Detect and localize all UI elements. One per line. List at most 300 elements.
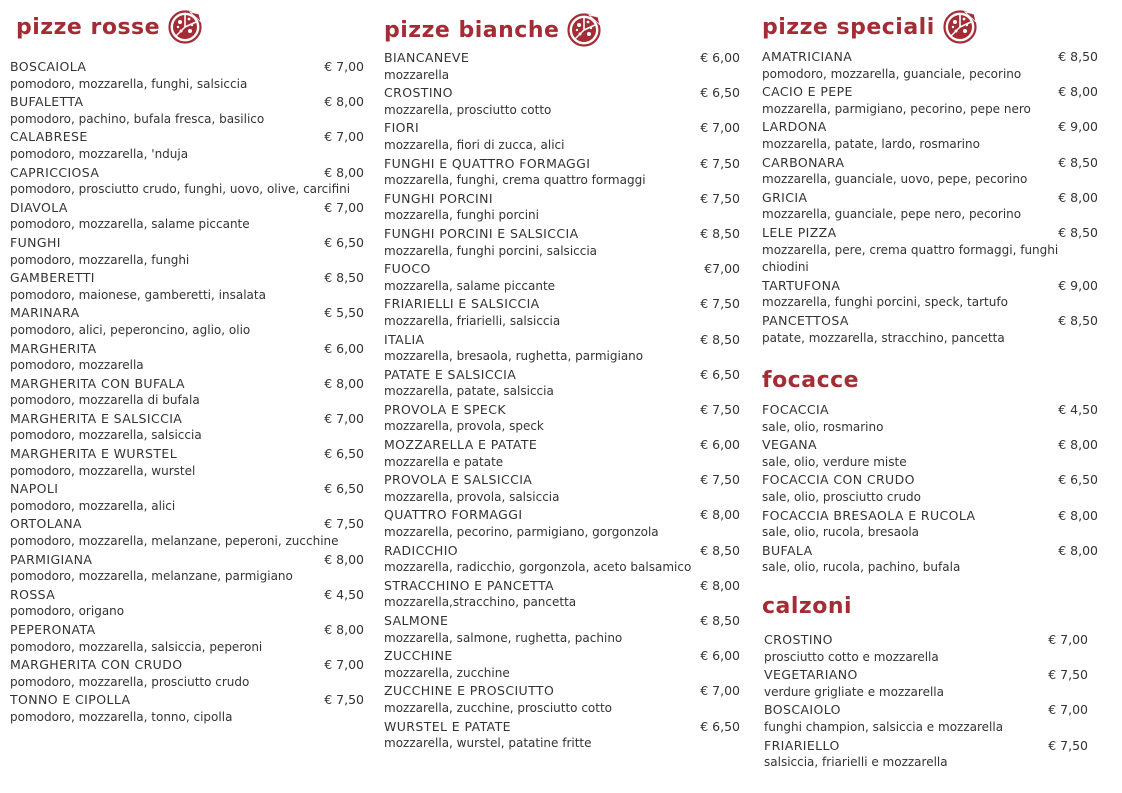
menu-item-row: [10, 515, 364, 533]
item-name: NAPOLI: [10, 481, 59, 497]
menu-item: [764, 666, 1088, 701]
item-description: pomodoro, mozzarella, salsiccia: [10, 428, 202, 443]
item-description: mozzarella, guanciale, pepe nero, pecorino: [762, 207, 1022, 222]
menu-item: [762, 48, 1098, 83]
item-price: € 8,50: [700, 613, 740, 628]
item-description: mozzarella, guanciale, uovo, pepe, pecorino: [762, 172, 1028, 187]
item-name: PROVOLA E SPECK: [384, 401, 506, 417]
item-name: CROSTINO: [384, 85, 453, 101]
item-price: € 8,50: [1058, 224, 1098, 240]
item-description: pomodoro, mozzarella, tonno, cipolla: [10, 709, 233, 724]
item-description: pomodoro, pachino, bufala fresca, basilico: [10, 111, 265, 126]
item-description: mozzarella, patate, lardo, rosmarino: [762, 136, 980, 151]
item-description: pomodoro, mozzarella, wurstel: [10, 463, 196, 478]
item-name: FOCACCIA BRESAOLA E RUCOLA: [762, 507, 976, 523]
menu-list-pizze-bianche: [384, 49, 740, 753]
item-price: € 7,50: [700, 155, 740, 171]
menu-item: [384, 718, 740, 753]
item-name: MARGHERITA CON CRUDO: [10, 657, 183, 673]
menu-list-calzoni: [764, 631, 1088, 772]
item-name: ITALIA: [384, 331, 425, 347]
menu-item: [384, 190, 740, 225]
item-price: € 7,00: [324, 59, 364, 74]
item-description: pomodoro, mozzarella, alici: [10, 498, 176, 513]
menu-item-row: [764, 737, 1088, 755]
menu-item-row: [10, 480, 364, 498]
item-description: funghi champion, salsiccia e mozzarella: [764, 720, 1004, 734]
item-description: verdure grigliate e mozzarella: [764, 684, 944, 699]
item-description: pomodoro, maionese, gamberetti, insalata: [10, 287, 266, 302]
item-description: mozzarella, fiori di zucca, alici: [384, 137, 565, 152]
menu-item-row: [384, 471, 740, 489]
menu-item-row: [762, 542, 1098, 560]
item-name: FRIARIELLI E SALSICCIA: [384, 296, 540, 312]
item-description: mozzarella, funghi, crema quattro formaggi: [384, 173, 646, 188]
item-name: FOCACCIA: [762, 402, 829, 418]
item-price: € 8,00: [324, 164, 364, 180]
menu-item-row: [384, 542, 740, 560]
item-price: € 8,00: [324, 551, 364, 567]
item-name: BUFALA: [762, 542, 813, 558]
item-price: € 7,00: [324, 410, 364, 426]
item-description: mozzarella, parmigiano, pecorino, pepe nero: [762, 101, 1031, 116]
item-price: € 8,50: [700, 331, 740, 347]
item-name: ZUCCHINE: [384, 648, 453, 664]
item-name: MARGHERITA E SALSICCIA: [10, 410, 183, 426]
item-price: € 9,00: [1058, 277, 1098, 293]
item-price: € 7,00: [700, 120, 740, 136]
item-description: pomodoro, mozzarella, salsiccia, peperoni: [10, 639, 263, 654]
menu-item: [384, 401, 740, 436]
menu-item-row: [384, 506, 740, 524]
item-name: PANCETTOSA: [762, 312, 849, 328]
item-price: € 7,00: [700, 683, 740, 699]
item-name: FUNGHI: [10, 234, 61, 250]
item-name: STRACCHINO E PANCETTA: [384, 577, 554, 593]
menu-item: [10, 304, 364, 339]
menu-item: [10, 480, 364, 515]
menu-item-row: [762, 471, 1098, 489]
item-name: FRIARIELLO: [764, 737, 840, 753]
item-name: MARGHERITA E WURSTEL: [10, 446, 178, 462]
menu-item-row: [384, 49, 740, 67]
item-name: MARINARA: [10, 305, 80, 321]
menu-item: [10, 410, 364, 445]
item-price: € 7,50: [324, 516, 364, 532]
menu-item: [384, 331, 740, 366]
item-price: € 7,00: [324, 129, 364, 145]
item-description: mozzarella, friarielli, salsiccia: [384, 313, 561, 328]
item-description: mozzarella: [384, 67, 450, 82]
menu-list-pizze-rosse: [10, 58, 364, 727]
item-name: LELE PIZZA: [762, 224, 837, 240]
item-price: € 6,50: [700, 85, 740, 101]
section-header-pizze-bianche: [384, 13, 740, 47]
item-description: sale, olio, rucola, pachino, bufala: [762, 560, 961, 575]
item-name: SALMONE: [384, 613, 449, 628]
menu-item-row: [762, 401, 1098, 419]
item-name: BIANCANEVE: [384, 50, 470, 65]
item-description: pomodoro, mozzarella, 'nduja: [10, 146, 189, 161]
item-name: MOZZARELLA E PATATE: [384, 437, 538, 453]
menu-item-row: [762, 312, 1098, 330]
item-description: mozzarella, prosciutto cotto: [384, 102, 552, 117]
item-name: BOSCAIOLO: [764, 702, 841, 718]
item-name: BOSCAIOLA: [10, 59, 87, 74]
item-price: € 8,00: [324, 94, 364, 110]
item-price: € 6,50: [324, 234, 364, 250]
menu-item-row: [384, 718, 740, 736]
menu-item: [764, 737, 1088, 772]
item-name: GRICIA: [762, 189, 808, 205]
item-description: mozzarella, patate, salsiccia: [384, 384, 554, 399]
menu-item: [10, 445, 364, 480]
menu-item-row: [384, 295, 740, 313]
menu-item: [10, 269, 364, 304]
menu-item: [384, 260, 740, 295]
menu-item-row: [10, 199, 364, 217]
menu-item: [762, 542, 1098, 577]
menu-item-row: [762, 154, 1098, 172]
menu-item: [384, 542, 740, 577]
item-description: pomodoro, mozzarella, melanzane, peperoni, zucchine: [10, 534, 339, 549]
item-name: GAMBERETTI: [10, 270, 95, 286]
item-description: mozzarella, salame piccante: [384, 278, 556, 293]
item-price: € 7,00: [324, 657, 364, 673]
section-header-calzoni: [762, 589, 1098, 623]
section-header-pizze-rosse: [16, 10, 364, 44]
item-name: MARGHERITA: [10, 340, 97, 356]
section-title-pizze-speciali: pizze speciali: [762, 14, 935, 40]
item-description: pomodoro, mozzarella, funghi: [10, 252, 190, 267]
menu-item-row: [384, 647, 740, 665]
menu-item-row: [10, 340, 364, 358]
menu-item: [384, 366, 740, 401]
item-price: € 7,50: [700, 296, 740, 312]
item-name: LARDONA: [762, 119, 827, 135]
menu-item: [762, 83, 1098, 118]
item-name: CACIO E PEPE: [762, 84, 853, 100]
menu-item-row: [10, 93, 364, 111]
menu-item: [10, 586, 364, 621]
item-description: mozzarella, wurstel, patatine fritte: [384, 736, 592, 751]
menu-item: [10, 164, 364, 199]
item-name: VEGETARIANO: [764, 667, 858, 683]
menu-item-row: [10, 269, 364, 287]
menu-item: [10, 199, 364, 234]
menu-item-row: [384, 260, 740, 278]
menu-item-row: [384, 190, 740, 208]
menu-item: [762, 277, 1098, 312]
item-description: sale, olio, verdure miste: [762, 454, 907, 469]
item-price: € 8,50: [1058, 312, 1098, 328]
menu-item: [384, 612, 740, 647]
menu-item-row: [384, 436, 740, 454]
item-price: € 4,50: [324, 586, 364, 602]
menu-item-row: [384, 155, 740, 173]
item-description: mozzarella, pere, crema quattro formaggi, funghi chiodini: [762, 242, 1059, 275]
menu-item: [10, 375, 364, 410]
column-pizze-rosse: [10, 0, 364, 727]
menu-item-row: [762, 118, 1098, 136]
item-description: pomodoro, mozzarella, guanciale, pecorino: [762, 66, 1022, 81]
item-description: mozzarella, bresaola, rughetta, parmigiano: [384, 349, 644, 364]
item-name: CALABRESE: [10, 129, 88, 145]
pizza-icon: [168, 10, 202, 44]
menu-item-row: [10, 304, 364, 322]
menu-item-row: [762, 436, 1098, 454]
menu-item-row: [762, 277, 1098, 295]
menu-item-row: [10, 164, 364, 182]
item-price: € 6,50: [324, 481, 364, 497]
menu-item: [384, 471, 740, 506]
menu-item-row: [762, 224, 1098, 242]
item-description: mozzarella, provola, speck: [384, 419, 544, 434]
item-price: € 8,00: [700, 507, 740, 523]
item-description: pomodoro, mozzarella: [10, 358, 144, 373]
item-price: € 6,50: [700, 718, 740, 734]
menu-item-row: [384, 612, 740, 630]
item-name: PEPERONATA: [10, 622, 96, 637]
item-price: € 6,00: [700, 648, 740, 664]
item-description: pomodoro, mozzarella, funghi, salsiccia: [10, 76, 248, 91]
item-name: FUNGHI E QUATTRO FORMAGGI: [384, 155, 591, 171]
menu-item: [384, 49, 740, 84]
menu-item: [10, 58, 364, 93]
menu-item: [762, 507, 1098, 542]
item-price: € 6,00: [700, 437, 740, 453]
menu-item: [10, 621, 364, 656]
item-price: € 8,00: [700, 577, 740, 593]
item-description: pomodoro, alici, peperoncino, aglio, olio: [10, 322, 251, 337]
pizza-icon: [567, 13, 601, 47]
pizza-icon: [943, 10, 977, 44]
item-price: € 8,00: [324, 622, 364, 637]
item-price: € 8,00: [1058, 189, 1098, 205]
menu-item: [764, 631, 1088, 666]
item-name: FUOCO: [384, 261, 431, 277]
menu-item-row: [764, 631, 1088, 649]
menu-item-row: [384, 577, 740, 595]
menu-list-focacce: [762, 401, 1098, 577]
item-description: prosciutto cotto e mozzarella: [764, 649, 939, 664]
item-description: mozzarella, zucchine: [384, 665, 510, 680]
item-price: € 9,00: [1058, 119, 1098, 135]
item-price: € 8,00: [324, 375, 364, 391]
menu-item: [762, 154, 1098, 189]
item-name: FUNGHI PORCINI: [384, 190, 493, 206]
section-header-focacce: [762, 363, 1098, 397]
menu-item: [384, 577, 740, 612]
item-description: mozzarella,stracchino, pancetta: [384, 595, 577, 610]
section-title-focacce: focacce: [762, 367, 860, 393]
item-description: mozzarella, pecorino, parmigiano, gorgonzola: [384, 525, 659, 540]
item-price: € 8,00: [1058, 507, 1098, 523]
item-description: sale, olio, prosciutto crudo: [762, 490, 922, 505]
menu-item: [762, 312, 1098, 347]
menu-item-row: [762, 507, 1098, 525]
menu-item: [10, 515, 364, 550]
item-description: sale, olio, rosmarino: [762, 419, 884, 434]
item-name: ORTOLANA: [10, 516, 82, 532]
item-name: VEGANA: [762, 437, 817, 453]
item-name: RADICCHIO: [384, 542, 459, 558]
menu-item: [10, 551, 364, 586]
item-price: € 8,00: [1058, 542, 1098, 558]
item-name: TONNO E CIPOLLA: [10, 692, 131, 708]
menu-item: [10, 691, 364, 726]
menu-item: [384, 682, 740, 717]
menu-item-row: [764, 701, 1088, 719]
section-title-pizze-bianche: pizze bianche: [384, 17, 560, 43]
menu-item-row: [10, 621, 364, 639]
menu-item: [384, 436, 740, 471]
item-price: € 7,50: [324, 692, 364, 708]
item-price: € 4,50: [1058, 402, 1098, 418]
menu-item: [762, 471, 1098, 506]
item-description: mozzarella, funghi porcini, speck, tartufo: [762, 295, 1008, 310]
menu-item-row: [10, 375, 364, 393]
item-description: mozzarella, zucchine, prosciutto cotto: [384, 700, 613, 715]
menu-item: [762, 118, 1098, 153]
item-price: €7,00: [704, 261, 740, 277]
menu-item: [10, 128, 364, 163]
menu-item-row: [10, 586, 364, 604]
item-price: € 7,00: [324, 199, 364, 215]
menu-item-row: [764, 666, 1088, 684]
item-description: pomodoro, prosciutto crudo, funghi, uovo, olive, carcifini: [10, 182, 351, 197]
item-price: € 7,50: [700, 472, 740, 488]
item-name: PARMIGIANA: [10, 551, 93, 567]
item-price: € 6,00: [700, 50, 740, 65]
item-description: patate, mozzarella, stracchino, pancetta: [762, 330, 1005, 345]
item-name: FOCACCIA CON CRUDO: [762, 472, 915, 488]
menu-item-row: [762, 189, 1098, 207]
item-price: € 8,50: [1058, 49, 1098, 64]
item-price: € 7,00: [1048, 702, 1088, 718]
item-price: € 7,50: [700, 401, 740, 417]
item-description: pomodoro, origano: [10, 604, 125, 619]
menu-item: [762, 189, 1098, 224]
item-name: PROVOLA E SALSICCIA: [384, 472, 533, 488]
section-header-pizze-speciali: [762, 10, 1098, 44]
menu-item-row: [10, 410, 364, 428]
menu-item-row: [10, 128, 364, 146]
item-price: € 7,50: [700, 190, 740, 206]
menu-item-row: [384, 401, 740, 419]
menu-item-row: [384, 682, 740, 700]
item-price: € 8,00: [1058, 437, 1098, 453]
item-name: BUFALETTA: [10, 94, 84, 110]
menu-item-row: [762, 83, 1098, 101]
item-description: pomodoro, mozzarella di bufala: [10, 393, 200, 408]
item-price: € 6,50: [700, 366, 740, 382]
item-description: sale, olio, rucola, bresaola: [762, 525, 920, 540]
menu-item: [762, 224, 1098, 277]
menu-item: [384, 225, 740, 260]
menu-item-row: [384, 225, 740, 243]
menu-item: [384, 295, 740, 330]
item-name: PATATE E SALSICCIA: [384, 366, 517, 382]
menu-item: [762, 401, 1098, 436]
item-description: mozzarella, funghi porcini, salsiccia: [384, 243, 598, 258]
item-description: mozzarella, radicchio, gorgonzola, aceto balsamico: [384, 560, 692, 575]
item-name: MARGHERITA CON BUFALA: [10, 375, 185, 391]
item-price: € 7,00: [1048, 632, 1088, 648]
section-title-calzoni: calzoni: [762, 593, 853, 619]
menu-item: [10, 656, 364, 691]
menu-item-row: [10, 58, 364, 76]
menu-item-row: [10, 445, 364, 463]
menu-list-pizze-speciali: [762, 48, 1098, 347]
menu-item: [384, 647, 740, 682]
menu-item: [384, 84, 740, 119]
menu-item: [384, 506, 740, 541]
item-price: € 7,50: [1048, 667, 1088, 683]
menu-item-row: [384, 331, 740, 349]
menu-item: [384, 119, 740, 154]
item-name: ROSSA: [10, 586, 56, 602]
item-price: € 8,00: [1058, 84, 1098, 100]
item-name: FUNGHI PORCINI E SALSICCIA: [384, 225, 579, 241]
item-name: ZUCCHINE E PROSCIUTTO: [384, 683, 555, 699]
item-price: € 5,50: [324, 305, 364, 321]
column-pizze-speciali: [762, 0, 1098, 772]
item-price: € 6,00: [324, 340, 364, 356]
item-name: DIAVOLA: [10, 199, 68, 215]
item-name: FIORI: [384, 120, 420, 136]
menu-item: [764, 701, 1088, 736]
menu-item-row: [10, 234, 364, 252]
item-description: salsiccia, friarielli e mozzarella: [764, 755, 948, 770]
item-price: € 6,50: [1058, 472, 1098, 488]
menu-item: [762, 436, 1098, 471]
item-description: mozzarella e patate: [384, 454, 504, 469]
section-title-pizze-rosse: pizze rosse: [16, 14, 161, 40]
item-price: € 8,50: [324, 270, 364, 286]
item-price: € 8,50: [1058, 154, 1098, 170]
menu-item: [384, 155, 740, 190]
menu-item-row: [384, 119, 740, 137]
item-price: € 6,50: [324, 446, 364, 462]
item-price: € 7,50: [1048, 737, 1088, 753]
item-name: CAPRICCIOSA: [10, 164, 100, 180]
menu-item-row: [384, 366, 740, 384]
item-description: mozzarella, provola, salsiccia: [384, 489, 560, 504]
item-price: € 8,50: [700, 225, 740, 241]
item-name: CARBONARA: [762, 154, 845, 170]
item-name: QUATTRO FORMAGGI: [384, 507, 523, 523]
menu-item-row: [762, 48, 1098, 66]
item-description: pomodoro, mozzarella, melanzane, parmigiano: [10, 569, 293, 584]
item-description: pomodoro, mozzarella, salame piccante: [10, 217, 250, 232]
item-description: mozzarella, salmone, rughetta, pachino: [384, 630, 623, 645]
menu-item-row: [10, 691, 364, 709]
item-description: mozzarella, funghi porcini: [384, 208, 539, 223]
menu-item-row: [10, 656, 364, 674]
item-description: pomodoro, mozzarella, prosciutto crudo: [10, 674, 250, 689]
menu-item-row: [384, 84, 740, 102]
menu-item: [10, 340, 364, 375]
item-name: WURSTEL E PATATE: [384, 718, 511, 734]
menu-item-row: [10, 551, 364, 569]
column-pizze-bianche: [384, 0, 740, 753]
item-name: AMATRICIANA: [762, 49, 853, 64]
item-price: € 8,50: [700, 542, 740, 558]
item-name: TARTUFONA: [762, 277, 841, 293]
item-name: CROSTINO: [764, 632, 833, 648]
menu-item: [10, 234, 364, 269]
